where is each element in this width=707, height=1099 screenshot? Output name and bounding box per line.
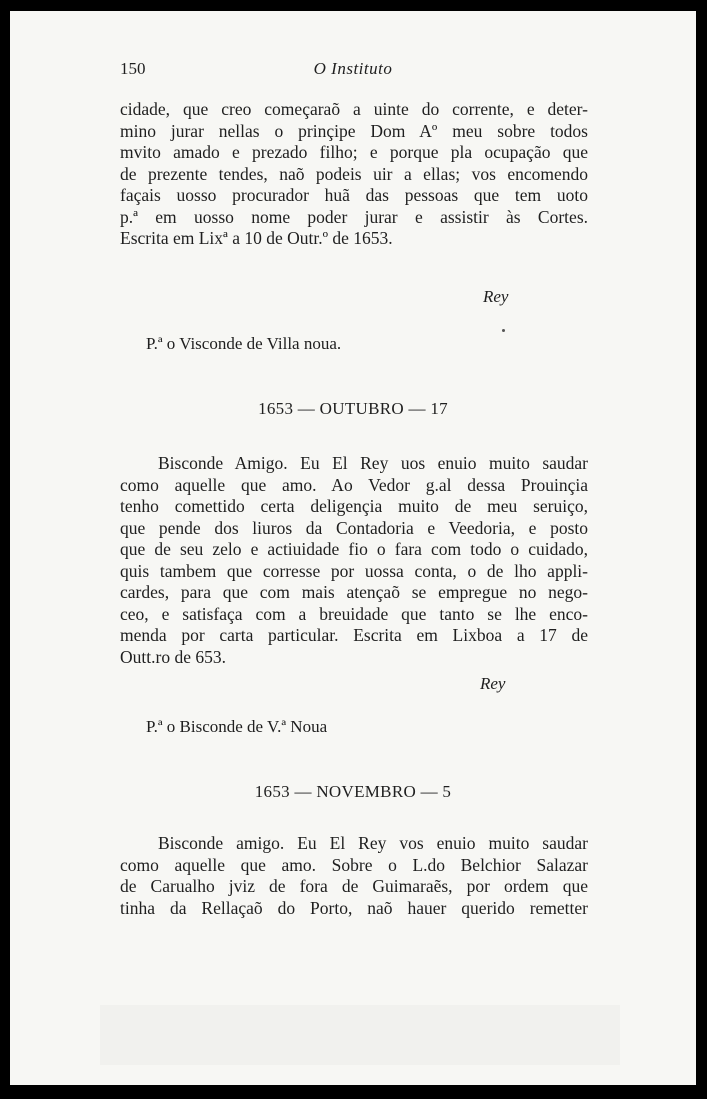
text-line: que de seu zelo e actiuidade fio o fara com todo o cuidado,	[120, 539, 588, 559]
text-line: cidade, que creo começaraõ a uinte do corrente, e deter-	[120, 99, 588, 119]
text-line: mvito amado e prezado filho; e porque pla ocupação que	[120, 142, 588, 162]
text-line: de Carualho jviz de fora de Guimaraẽs, por ordem que	[120, 876, 588, 896]
letter-3-date-heading: 1653 — NOVEMBRO — 5	[254, 782, 452, 801]
book-page	[10, 11, 696, 1085]
text-line: Escrita em Lixª a 10 de Outr.º de 1653.	[120, 228, 393, 248]
text-line: quis tambem que corresse por uossa conta, o de lho appli-	[120, 560, 588, 581]
text-line: tenho comettido certa deligençia muito de meu seruiço,	[120, 496, 588, 516]
text-line: que pende dos liuros da Contadoria e Veedoria, e posto	[120, 517, 588, 538]
scan-artifact	[100, 1005, 620, 1065]
letter-2-address: P.ª o Bisconde de V.ª Noua	[146, 717, 328, 736]
text-line: mino jurar nellas o prinçipe Dom Aº meu sobre todos	[120, 120, 588, 141]
text-line: Bisconde Amigo. Eu El Rey uos enuio muito saudar	[158, 453, 588, 473]
text-line: p.ª em uosso nome poder jurar e assistir às Cortes.	[120, 206, 588, 227]
text-line: de prezente tendes, naõ podeis uir a ellas; vos encomendo	[120, 163, 588, 184]
page-number: 150	[120, 59, 146, 78]
text-line: Bisconde amigo. Eu El Rey vos enuio muito saudar	[158, 833, 588, 853]
letter-1-body	[120, 99, 588, 250]
running-title: O Instituto	[313, 59, 393, 78]
letter-2-body	[120, 453, 588, 668]
text-line: tinha da Rellaçaõ do Porto, naõ hauer querido remetter	[120, 897, 588, 918]
letter-2-signature: Rey	[480, 674, 506, 693]
text-line: cardes, para que com mais atençaõ se empregue no nego-	[120, 582, 588, 602]
letter-2-date-heading: 1653 — OUTUBRO — 17	[258, 399, 448, 418]
text-line: como aquelle que amo. Ao Vedor g.al dessa Prouinçia	[120, 474, 588, 495]
text-line: como aquelle que amo. Sobre o L.do Belchior Salazar	[120, 854, 588, 875]
letter-1-signature: Rey	[483, 287, 509, 306]
text-line: façais uosso procurador huã das pessoas que tem uoto	[120, 185, 588, 205]
text-line: ceo, e satisfaça com a breuidade que tanto se lhe enco-	[120, 603, 588, 624]
ink-speck	[502, 329, 505, 332]
text-line: Outt.ro de 653.	[120, 646, 226, 667]
letter-3-body	[120, 833, 588, 919]
text-line: menda por carta particular. Escrita em Lixboa a 17 de	[120, 625, 588, 645]
letter-1-address: P.ª o Visconde de Villa noua.	[146, 334, 342, 353]
